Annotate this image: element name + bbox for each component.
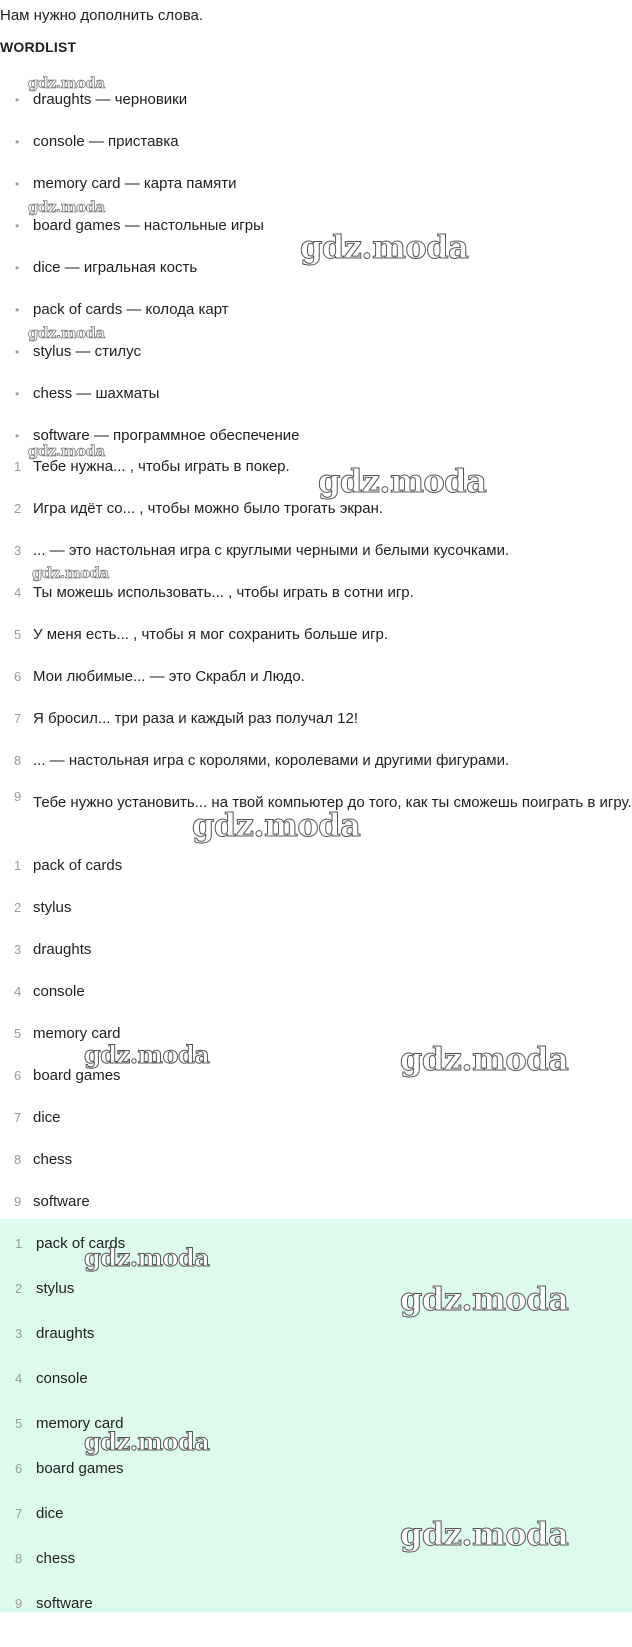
answer-item: 6 board games: [0, 1458, 632, 1503]
answer-box-list: [0, 1233, 632, 1638]
item-number: 8: [14, 753, 22, 768]
item-number: 9: [15, 1596, 23, 1611]
answers-list: [0, 855, 632, 1233]
wordlist-item: • draughts — черновики: [0, 89, 632, 131]
watermark: gdz.moda: [28, 442, 105, 460]
item-number: 5: [15, 1416, 23, 1431]
answer-item: 8 chess: [0, 1548, 632, 1593]
item-number: 1: [14, 459, 22, 474]
item-number: 6: [14, 669, 22, 684]
item-number: 9: [14, 1194, 22, 1209]
watermark: gdz.moda: [32, 564, 109, 582]
answer-item: 3 draughts: [0, 1323, 632, 1368]
question-item: 9 Тебе нужно установить... на твой компьютер до того, как ты сможешь поиграть в игру.: [0, 786, 632, 852]
answer-item: 4 console: [0, 1368, 632, 1413]
question-item: 6 Мои любимые... — это Скрабл и Людо.: [0, 666, 632, 708]
question-item: 1 Тебе нужна... , чтобы играть в покер.: [0, 456, 632, 498]
item-number: 1: [14, 858, 22, 873]
item-number: 5: [14, 1026, 22, 1041]
bullet-icon: •: [15, 387, 20, 401]
question-item: 8 ... — настольная игра с королями, королевами и другими фигурами.: [0, 750, 632, 792]
answer-item: 9 software: [0, 1593, 632, 1638]
item-number: 4: [15, 1371, 23, 1386]
watermark: gdz.moda: [28, 74, 105, 92]
bullet-icon: •: [15, 135, 20, 149]
bullet-icon: •: [15, 303, 20, 317]
wordlist-item: • console — приставка: [0, 131, 632, 173]
wordlist-item: • chess — шахматы: [0, 383, 632, 425]
item-number: 5: [14, 627, 22, 642]
watermark: gdz.moda: [192, 806, 361, 844]
item-number: 8: [14, 1152, 22, 1167]
answer-item: 8 chess: [0, 1149, 632, 1191]
bullet-icon: •: [15, 429, 20, 443]
bullet-icon: •: [15, 177, 20, 191]
answer-item: 7 dice: [0, 1107, 632, 1149]
item-number: 3: [14, 543, 22, 558]
item-number: 4: [14, 984, 22, 999]
watermark: gdz.moda: [28, 324, 105, 342]
item-number: 8: [15, 1551, 23, 1566]
wordlist-item: • memory card — карта памяти: [0, 173, 632, 215]
bullet-icon: •: [15, 93, 20, 107]
item-number: 6: [15, 1461, 23, 1476]
bullet-icon: •: [15, 345, 20, 359]
item-number: 7: [15, 1506, 23, 1521]
item-number: 2: [14, 501, 22, 516]
answer-item: 9 software: [0, 1191, 632, 1233]
wordlist-item: • dice — игральная кость: [0, 257, 632, 299]
answer-item: 6 board games: [0, 1065, 632, 1107]
question-item: 5 У меня есть... , чтобы я мог сохранить больше игр.: [0, 624, 632, 666]
watermark: gdz.moda: [28, 198, 105, 216]
watermark: gdz.moda: [84, 1243, 210, 1272]
answer-item: 5 memory card: [0, 1023, 632, 1065]
answer-item: 2 stylus: [0, 897, 632, 939]
bullet-icon: •: [15, 261, 20, 275]
answer-box: [0, 1219, 632, 1612]
watermark: gdz.moda: [84, 1427, 210, 1456]
question-item: 4 Ты можешь использовать... , чтобы играть в сотни игр.: [0, 582, 632, 624]
answer-item: 4 console: [0, 981, 632, 1023]
item-number: 1: [15, 1236, 23, 1251]
watermark: gdz.moda: [400, 1515, 569, 1553]
bullet-icon: •: [15, 219, 20, 233]
watermark: gdz.moda: [400, 1040, 569, 1078]
question-item: 7 Я бросил... три раза и каждый раз получал 12!: [0, 708, 632, 750]
answer-item: 1 pack of cards: [0, 1233, 632, 1278]
answer-item: 5 memory card: [0, 1413, 632, 1458]
item-number: 2: [15, 1281, 23, 1296]
answer-item: 1 pack of cards: [0, 855, 632, 897]
wordlist-item: • software — программное обеспечение: [0, 425, 632, 467]
watermark: gdz.moda: [300, 228, 469, 266]
question-item: 2 Игра идёт со... , чтобы можно было трогать экран.: [0, 498, 632, 540]
question-item: 3 ... — это настольная игра с круглыми черными и белыми кусочками.: [0, 540, 632, 582]
wordlist: [0, 89, 632, 467]
item-number: 4: [14, 585, 22, 600]
item-number: 6: [14, 1068, 22, 1083]
questions-list: [0, 456, 632, 852]
item-number: 3: [15, 1326, 23, 1341]
answer-item: 7 dice: [0, 1503, 632, 1548]
watermark: gdz.moda: [400, 1280, 569, 1318]
watermark: gdz.moda: [84, 1040, 210, 1069]
answer-item: 3 draughts: [0, 939, 632, 981]
answer-item: 2 stylus: [0, 1278, 632, 1323]
item-number: 7: [14, 711, 22, 726]
wordlist-title: WORDLIST: [0, 39, 77, 55]
wordlist-item: • board games — настольные игры: [0, 215, 632, 257]
item-number: 7: [14, 1110, 22, 1125]
item-number: 2: [14, 900, 22, 915]
item-number: 3: [14, 942, 22, 957]
wordlist-item: • pack of cards — колода карт: [0, 299, 632, 341]
item-number: 9: [14, 789, 22, 804]
intro-text: Нам нужно дополнить слова.: [0, 7, 204, 24]
watermark: gdz.moda: [318, 462, 487, 500]
wordlist-item: • stylus — стилус: [0, 341, 632, 383]
